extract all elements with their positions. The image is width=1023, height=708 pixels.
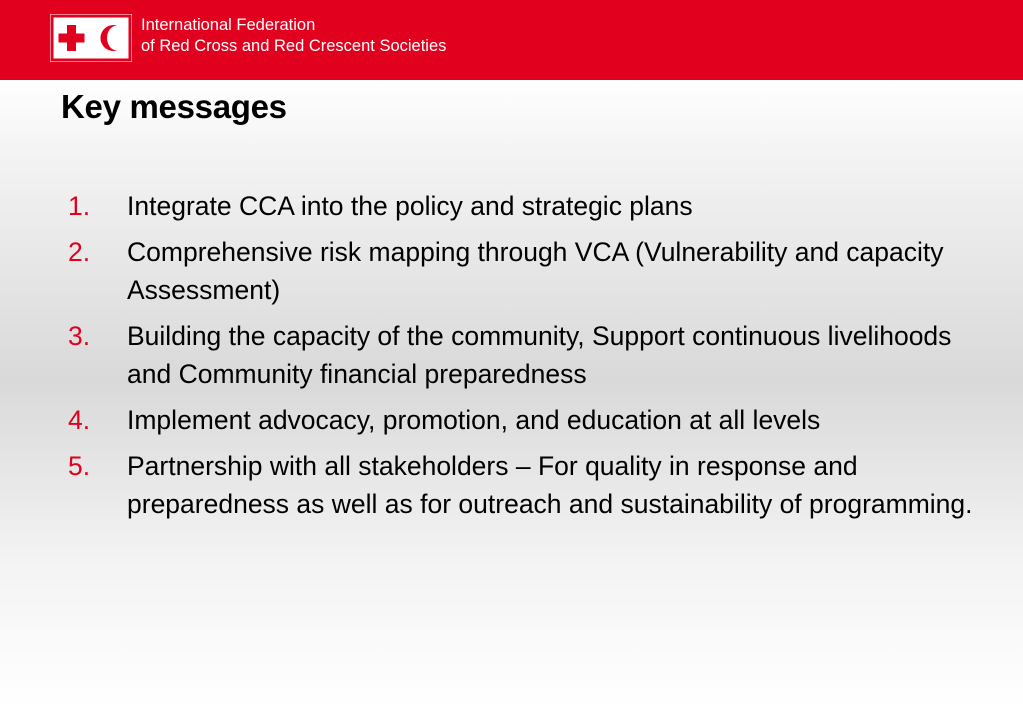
list-item-number: 4. bbox=[68, 405, 91, 435]
list-item-number: 3. bbox=[68, 321, 91, 351]
list-item bbox=[68, 447, 998, 523]
org-name-line-1: International Federation bbox=[141, 16, 316, 34]
org-name-line-2: of Red Cross and Red Crescent Societies bbox=[141, 37, 447, 55]
list-item-number: 1. bbox=[68, 191, 91, 221]
list-item bbox=[68, 187, 998, 225]
list-item-number: 5. bbox=[68, 451, 91, 481]
list-item-text: Building the capacity of the community, Support continuous livelihoods and Community financial preparedness bbox=[127, 321, 952, 389]
slide-title: Key messages bbox=[61, 88, 287, 125]
organization-name bbox=[141, 15, 446, 57]
red-cross-red-crescent-emblem-icon bbox=[50, 14, 132, 62]
list-item bbox=[68, 233, 998, 309]
list-item-text: Integrate CCA into the policy and strategic plans bbox=[127, 191, 693, 221]
list-item-number: 2. bbox=[68, 237, 91, 267]
list-item bbox=[68, 401, 998, 439]
header-bar bbox=[0, 0, 1023, 80]
list-item-text: Implement advocacy, promotion, and education at all levels bbox=[127, 405, 821, 435]
list-item-text: Comprehensive risk mapping through VCA (Vulnerability and capacity Assessment) bbox=[127, 237, 944, 305]
ifrc-logo bbox=[50, 14, 132, 62]
key-messages-list bbox=[68, 187, 998, 531]
list-item bbox=[68, 317, 998, 393]
list-item-text: Partnership with all stakeholders – For quality in response and preparedness as well as for outreach and sustainability of programming. bbox=[127, 451, 973, 519]
